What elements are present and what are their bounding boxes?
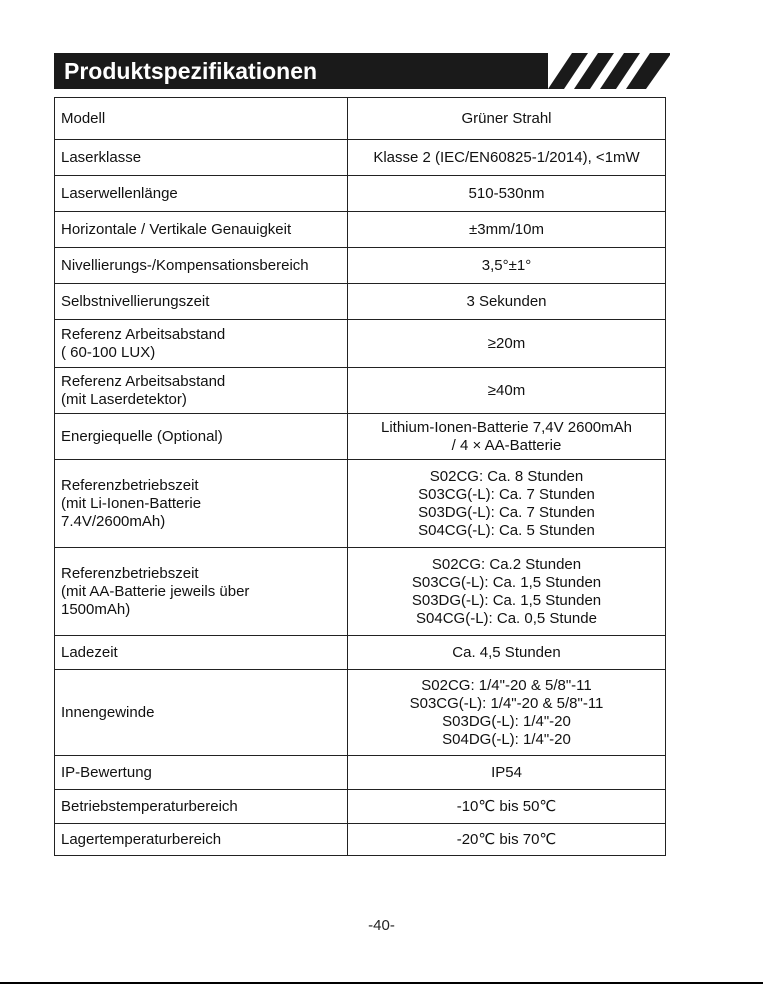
spec-value: 3 Sekunden bbox=[348, 284, 666, 320]
spec-label: Laserwellenlänge bbox=[55, 176, 348, 212]
spec-value: -10℃ bis 50℃ bbox=[348, 790, 666, 824]
spec-row bbox=[55, 414, 666, 460]
spec-label: Lagertemperaturbereich bbox=[55, 824, 348, 856]
spec-value: 3,5°±1° bbox=[348, 248, 666, 284]
spec-label: Energiequelle (Optional) bbox=[55, 414, 348, 460]
spec-row bbox=[55, 670, 666, 756]
spec-row bbox=[55, 320, 666, 368]
spec-value: ≥40m bbox=[348, 368, 666, 414]
spec-row bbox=[55, 756, 666, 790]
spec-row bbox=[55, 212, 666, 248]
title-stripes-decoration bbox=[548, 53, 670, 89]
spec-label: Referenz Arbeitsabstand (mit Laserdetektor) bbox=[55, 368, 348, 414]
spec-value: Klasse 2 (IEC/EN60825-1/2014), <1mW bbox=[348, 140, 666, 176]
specification-table bbox=[54, 97, 666, 856]
spec-label: Horizontale / Vertikale Genauigkeit bbox=[55, 212, 348, 248]
spec-row bbox=[55, 284, 666, 320]
spec-label: Referenz Arbeitsabstand ( 60-100 LUX) bbox=[55, 320, 348, 368]
spec-value: S02CG: Ca.2 Stunden S03CG(-L): Ca. 1,5 Stunden S03DG(-L): Ca. 1,5 Stunden S04CG(-L): Ca. 0,5 Stunde bbox=[348, 548, 666, 636]
spec-value: ±3mm/10m bbox=[348, 212, 666, 248]
spec-value: ≥20m bbox=[348, 320, 666, 368]
page-number: -40- bbox=[368, 917, 395, 934]
spec-row bbox=[55, 368, 666, 414]
spec-value: Lithium-Ionen-Batterie 7,4V 2600mAh / 4 × AA-Batterie bbox=[348, 414, 666, 460]
spec-row bbox=[55, 636, 666, 670]
spec-label: Nivellierungs-/Kompensationsbereich bbox=[55, 248, 348, 284]
spec-value: S02CG: 1/4"-20 & 5/8"-11 S03CG(-L): 1/4"-20 & 5/8"-11 S03DG(-L): 1/4"-20 S04DG(-L): 1/4"-20 bbox=[348, 670, 666, 756]
spec-value: S02CG: Ca. 8 Stunden S03CG(-L): Ca. 7 Stunden S03DG(-L): Ca. 7 Stunden S04CG(-L): Ca. 5 Stunden bbox=[348, 460, 666, 548]
spec-label: Betriebstemperaturbereich bbox=[55, 790, 348, 824]
spec-value: Grüner Strahl bbox=[348, 98, 666, 140]
spec-value: Ca. 4,5 Stunden bbox=[348, 636, 666, 670]
spec-row bbox=[55, 790, 666, 824]
spec-label: IP-Bewertung bbox=[55, 756, 348, 790]
spec-label: Referenzbetriebszeit (mit Li-Ionen-Batterie 7.4V/2600mAh) bbox=[55, 460, 348, 548]
spec-row bbox=[55, 824, 666, 856]
section-title-bar bbox=[54, 53, 548, 89]
spec-label: Innengewinde bbox=[55, 670, 348, 756]
spec-row bbox=[55, 460, 666, 548]
spec-value: 510-530nm bbox=[348, 176, 666, 212]
spec-row bbox=[55, 248, 666, 284]
spec-value: IP54 bbox=[348, 756, 666, 790]
spec-label: Modell bbox=[55, 98, 348, 140]
spec-value: -20℃ bis 70℃ bbox=[348, 824, 666, 856]
spec-label: Ladezeit bbox=[55, 636, 348, 670]
spec-row bbox=[55, 548, 666, 636]
spec-label: Laserklasse bbox=[55, 140, 348, 176]
spec-label: Selbstnivellierungszeit bbox=[55, 284, 348, 320]
page-title: Produktspezifikationen bbox=[64, 58, 318, 84]
spec-row bbox=[55, 140, 666, 176]
spec-row bbox=[55, 98, 666, 140]
spec-row bbox=[55, 176, 666, 212]
spec-label: Referenzbetriebszeit (mit AA-Batterie jeweils über 1500mAh) bbox=[55, 548, 348, 636]
